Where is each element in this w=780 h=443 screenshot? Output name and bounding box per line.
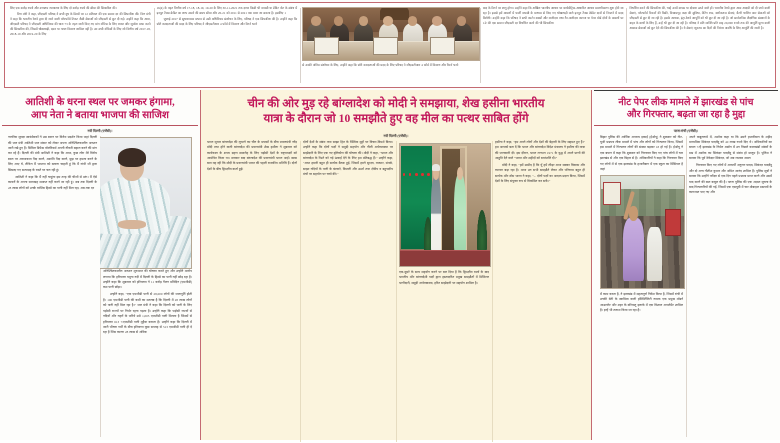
paragraph: भारत सुधार बांग्लादेश की लुभाने का चीन के प्रयासों के बीच प्रधानमंत्री नरेंद्र मोदी तथा होने वाली बांग्लादेश की प्रधानमंत्री शेख हसीना ने शुक्रवार को कार्यकाल के शपथ ग्रहण समारोह के लिए पड़ोसी देशों के राष्ट्राध्यक्षों को आमंत्रित किया था। सरकार बाद बांग्लादेश की प्रधानमंत्री भारत आईं। खास बात यह रही कि मोदी के प्रधानमंत्री भारत की पहली राजकीय अतिथि हैं। दोनों देशों के बीच द्विपक्षीय वार्ता हुई। [207, 139, 297, 171]
right-story-headline [594, 90, 778, 126]
paragraph: से उनकी अंतिम संशोधन के लिए, उन्होंने कहा कि छोटे करदाताओं की मदद के लिए परिषद ने जीएसटीआर 4 फॉर्म में विवरण और रिटर्न भरने [302, 62, 459, 67]
atishi-hunger-strike-photo [100, 137, 192, 269]
photo-protest-banner [603, 182, 622, 204]
headline-line-2: यात्रा के दौरान जो 10 समझौते हुए वह मील का पत्थर साबित होंगे [263, 111, 529, 125]
top-column-2 [154, 6, 301, 85]
headline-line-2: आप नेता ने बताया भाजपा की साजिश [30, 110, 169, 122]
gst-council-meeting-photo [302, 7, 480, 61]
photo-figure-head [311, 16, 320, 25]
headline-line-1: चीन की ओर मुड़ रहे बांग्लादेश को मोदी ने समझाया, शेख हसीना भारतीय [247, 97, 545, 110]
lower-section [0, 90, 780, 440]
paragraph: एक-दूसरे के साथ सहयोग करने पर बल दिया है कि द्विपक्षीय वार्ता के बाद भारतीय और बांग्लादेशी पक्षों द्वारा हस्ताक्षरित प्रमुख समझौतों में डिजिटल भागीदारी, समुद्री अर्थव्यवस्था, हरित साझेदारी पर सहयोग शामिल है। [399, 269, 489, 285]
center-column-2 [300, 140, 396, 443]
top-column-1 [7, 6, 154, 85]
photo-nameplate [430, 37, 455, 56]
left-column-1 [5, 135, 100, 438]
center-column-1 [204, 140, 300, 443]
center-story-dateline: नयी दिल्ली (एजेंसी)। [383, 133, 409, 138]
photo-carpet [400, 250, 490, 266]
paragraph: दोनों देशों के संबंध तथा साझा हित के वैश्विक मुद्दों पर विचार-विमर्श किया। उन्होंने कहा कि दोनों पक्षों ने समुद्री सहयोग और नीली अर्थव्यवस्था पर साझेदारी के लिए एक नए दृष्टिकोण की घोषणा की। मोदी ने कहा, "भारत और बांग्लादेश के रिश्ते को नई ऊंचाई देने के लिए हम प्रतिबद्ध हैं।" उन्होंने कहा, "आज हमारी बहुत ही सार्थक बैठक हुई, जिसमें हमने सुरक्षा, व्यापार, संपर्क, साझा नदियों के पानी के बंटवारे, बिजली और ऊर्जा तथा क्षेत्रीय व बहुपक्षीय मंचों पर सहयोग पर चर्चा की।" [303, 139, 393, 177]
center-column-3 [396, 140, 492, 443]
photo-lead-protester [623, 218, 645, 281]
paragraph: बाद के रिटर्न पर लागू होगा। उन्होंने कहा कि अखिल भारतीय आधार पर बायोमेट्रिक-आधारित आधार प्रमाणीकरण शुरू होने जा रहा है। इससे हमें मामलों में फर्जी वापसी के माध्यम से किए गए धोखाधड़ी वाले इनपुट टैक्स क्रेडिट दावों से निपटने में मदद मिलेगी। उन्होंने कहा कि परिषद ने सभी कार्टन बक्सों और नालीदार तथा गैर-नालीदार कागज या पेपर बोर्ड दोनों के मामलों पर 12ः की एक समान जीएसटी दर निर्धारित करने की भी सिफारिश [482, 6, 624, 25]
photo-lead-protester-head [629, 206, 637, 221]
photo-protest-banner [665, 209, 680, 236]
paragraph: आतिशी ने कहा कि मैं नहीं चाहूंगा इस तरह की चीजों से डरूं। मैं ऐसे कायरों के अपना सत्याग्रह समाप्त नहीं करने जा रही हूं। अब तक दिल्ली के 28 लाख लोगों को उनके वाजिब हिस्से का पानी नहीं मिल रहा, अब तक दर [8, 174, 97, 190]
photo-plant [477, 210, 488, 254]
left-story-columns [2, 134, 198, 438]
paragraph: वित्त मंत्री ने कहा, जीएसटी परिषद ने सभी दूध के डिब्बों पर 12 प्रतिशत की एक समान दर की सिफारिश की। वित्त मंत्री ने कहा कि भारतीय रेलवे द्वारा दी जाने वाली प्लेटफॉर्म टिकट जैसी सेवाओं को जीएसटी से छूट दी गई। उन्होंने कहा कि आज, जीएसटी परिषद ने जीएसटी अधिनियम की धारा 73 के तहत जारी किए गए मांग नोटिस के लिए ब्याज और जुर्माना माफ करने की सिफारिश की, जिसमें धोखाधड़ी, दमन या गलत विवरण शामिल नहीं है। उन सभी नोटिसों के लिए जो वित्तीय वर्ष 2017-18, 2018-19 और 2019-20 के लिए [10, 12, 151, 37]
headline-line-1: नीट पेपर लीक मामले में झारखंड से पांच [618, 97, 754, 108]
top-column-3 [300, 6, 480, 85]
paragraph: में काम करता है, ने झारखंड में महत्वपूर्ण निवेश किया है, जिसमें रांची में उनकी बेटी के स्वामित्व वाली हॉस्पिटैलिटी नामक एक प्रमुख मॉडर्न आउटलेट और शहर के बरियातू इलाके में एक विशाल अपार्टमेंट शामिल है। इन्हें भी तलाश किया जा रहा है। [600, 291, 683, 313]
photo-person-hair [118, 148, 146, 166]
neet-protest-photo [600, 175, 685, 289]
paragraph: अपने कबूलनामे में, अशोक कहा था कि उसने हजारीबाग के शहीद माध्यमिक सिकंदर यादवेंदु को 40 लाख रुपये दिए थे। अधिकारियों का बयान ??है झारखंड के निर्मल अद्योग में उन पिछले कालखंडों संबंधों के प्रश्न में अशोक का सिकंदर यादवेंदु से संबंध हो मालूम है। पुलिस ने बताया कि पूर्व ठेकेदार सिकंदर, जो अब राजस्व अमल [689, 134, 772, 161]
top-column-4 [480, 6, 627, 85]
paragraph: उन्होंने कहा, "एक एमजीडी पानी से 28,000 लोगों की जलापूर्ति होती है। 100 एमजीडी पानी की कमी का मतलब है कि दिल्ली में 28 लाख लोगों को पानी नहीं मिल रहा है।" जल मंत्री ने कहा कि दिल्ली को पानी के लिए पड़ोसी राज्यों पर निर्भर रहना पड़ता है। उन्होंने कहा कि पड़ोसी राज्यों से नदियों और नहरों के जरिये उसे 1,005 एमजीडी पानी मिलता है जिसमें से हरियाणा 613 ?/एमजीडी पानी मुहैया कराता है। उन्होंने कहा कि दिल्ली में जारी भीषण गर्मी के बीच हरियाणा कुछ सप्ताह से 513 एमजीडी पानी ही दे रहा है जिस कारण 28 लाख से अधिक [103, 292, 192, 335]
left-story-dateline: नयी दिल्ली (एजेंसी)। [87, 129, 113, 134]
photo-modi-figure [431, 177, 442, 253]
paragraph: 16(4) के तहत वित्तीय वर्ष 17-18, 18-19, 19-20 के लिए 30-11-2021 तक दायर किसी भी वापसी या डेबिट नोट के संबंध में इनपुट टैक्स क्रेडिट का लाभ उठाने की समय सीमा और 20-21 को 2011 से 2021 तक माना जा सकता है। इसलिए 1 [156, 6, 298, 15]
right-column-2 [686, 135, 775, 438]
photo-hasina-head [457, 167, 463, 180]
paragraph: जुलाई 2017 से सुधारात्मक प्रभाव से उसी अधिनियम संशोधन के लिए, परिषद ने एक सिफारिश की है। उन्होंने कहा कि छोटे करदाताओं की मदद के लिए परिषद ने जीएसटीआर 4 फॉर्म में विवरण और रिटर्न भरने [156, 17, 298, 27]
photo-figure-head [457, 16, 466, 25]
top-story-gst [4, 2, 776, 88]
top-column-5 [626, 6, 773, 85]
right-column-1 [597, 135, 686, 438]
right-story-neet [594, 90, 778, 440]
headline-line-2: और गिरफ्तार, बढ़ता जा रहा है मुद्दा [626, 109, 746, 121]
photo-nameplate [314, 37, 339, 56]
photo-figure-head [359, 16, 368, 25]
photo-figure-head [383, 16, 392, 25]
photo-modi-hair [432, 164, 439, 170]
center-story-columns [201, 139, 591, 443]
photo-figure-head [408, 16, 417, 25]
photo-hasina-figure [454, 174, 466, 252]
paragraph: बिहार पुलिस की आर्थिक अपराध इकाई (ईओयू) ने शुक्रवार को नीट-यूजी प्रश्नपत्र लीक मामले में पांच और लोगों को गिरफ्तार किया, जिसमें इस मामले में गिरफ्तार लोगों की संख्या बढ़कर 18 हो गई है। ईओयू ने एक बयान में कहा कि शुक्रवार को गिरफ्तार किए गए पांच लोगों में चार झारखंड से और एक बिहार से है। अधिकारियों ने कहा कि गिरफ्तार किए गए लोगों में से एक झारखंड के हजारीबाग में एक स्कूल का प्रिंसिपल है जहां [600, 134, 683, 172]
paragraph: नागरिक सुरक्षा स्वयंसेवकों ने उस स्थान पर विरोध प्रदर्शन किया जहां दिल्ली की जल मंत्री आतिशी जल संकट को लेकर अपना अनिश्चितकालीन अनशन जारी रखे हुए हैं। सिविल डिफेंस वॉलंटियर्स अपनी नौकरी बहाल करने की मांग कर रहे हैं। दिल्ली की मंत्री आतिशी ने कहा कि आज, कुछ लोग मेरे विरोध स्थल पर अराजकता पैदा करने, अशांति पैदा करने, मुझ पर हमला करने के लिए आए थे, लेकिन मैं भाजपा को बताना चाहती हूं कि मैं गांधी जी द्वारा सिखाए गए सत्याग्रह के रास्ते पर चल रही हूं। [8, 135, 97, 172]
photo-figure-head [334, 16, 343, 25]
photo-figure-head [432, 16, 441, 25]
modi-hasina-photo [399, 143, 491, 267]
photo-nameplate [373, 37, 398, 56]
left-column-2 [100, 135, 195, 438]
center-column-4 [492, 140, 588, 443]
paragraph: लिए एक करोड़ रुपये और उच्चतम न्यायालय के लिए दो करोड़ रुपये की सीमा की सिफारिश की। [10, 6, 117, 10]
photo-protester [647, 227, 662, 281]
center-story-bangladesh [200, 90, 592, 440]
left-story-atishi [2, 90, 198, 440]
right-story-columns [594, 134, 778, 438]
center-story-headline [201, 90, 591, 131]
headline-line-1: आतिशी के धरना स्थल पर जमकर हंगामा, [25, 97, 175, 108]
paragraph: निर्धारित करने की सिफारिश की, चाहे उनमें वापस या दोबारा उठने वाले हों। भारतीय रेलवे द्वारा आम आदमी को दी जाने वाली सेवाएं, प्लेटफॉर्म टिकटों की बिक्री, विश्रामगृह कक्ष की सुविधा, वेटिंग रूम, क्लॉकरूम सेवाएं, बैटरी चालित कार सेवाओं को जीएसटी से छूट दी जा रही है। इसके अलावा, इंट्रा-रेलवे आपूर्ति को भी छूट दी जा रही है। जो सार्वजनिक शैक्षणिक संस्थानों के बाहर के छात्रों के लिए हैं, उन्हें भी छूट दी जा रही है। परिषद ने प्रति व्यक्ति प्रति माह 20,000 रुपये तक की आपूर्ति मूल्य वाली आवास सेवाओं को छूट देने की सिफारिश की है। ये सेवाएं न्यूनतम 90 दिनों की निरंतर अवधि के लिए आपूर्ति की जानी है। [629, 6, 771, 30]
right-story-dateline: पटना/रांची (एजेंसी)। [673, 128, 699, 133]
paragraph: अनिश्चितकालीन अनशन शुरुआत की घोषणा करते हुए और उन्होंने आरोप लगाया कि हरियाणा यमुना नदी में दिल्ली के हिस्से का पानी नहीं छोड़ रहा है। उन्होंने कहा कि शुक्रवार को हरियाणा ने 11 करोड़ गैलन प्रतिदिन (एमजीडी) कम पानी छोड़ा। [103, 269, 192, 290]
paragraph: मोदी ने कहा, "हमें उम्मीद है कि यूँ हमें लीड़र आज सबका विकास और व्यापार बढ़ा रहा है। आज उन सभी समझौते लेकर और परिणाम बहुत ही सार्थक और ठोस भारत ने कहा, "... दोनों पक्षों का आदान-प्रदान किया, जिसमें देशों के लिए संयुक्त रूप से विकसित कर सकें।" [495, 162, 585, 184]
left-story-headline [2, 90, 198, 126]
paragraph: गिरफ्तार किए गए लोगों में अभ्यर्थी अनुराग यादव, सिकंदर यादवेंदु और दो अन्य नीतीश कुमार और अमित आनंद शामिल हैं। पुलिस सूत्रों ने बताया कि उन्होंने परीक्षा से एक दिन पहले प्रश्नपत्र प्राप्त करने और उसमें याद करने की बात कबूल की है। पटना पुलिस की एक अज्ञात सूचना के बाद गिरफ्तारियों की गईं, जिसमें एक एसयूवी में चार मोबाइल प्रश्नपत्रों के कागजात पाए गए और [689, 163, 772, 195]
paragraph: हसीना ने कहा, "हम अपने लोगों और देशों की बेहतरी के लिए सहमत हुए हैं।" हम आपको बता दें कि भारत और बांग्लादेश विदेश मंत्रालय ने हसीना की यात्रा की जानकारी दी। इस दौरान, भारत लगभग 1971 के युद्ध में अपने प्राणों की आहुति देने वाले "भारत और शहीदों को बधांजलि दी।" [495, 139, 585, 161]
photo-person-hands [118, 220, 146, 229]
